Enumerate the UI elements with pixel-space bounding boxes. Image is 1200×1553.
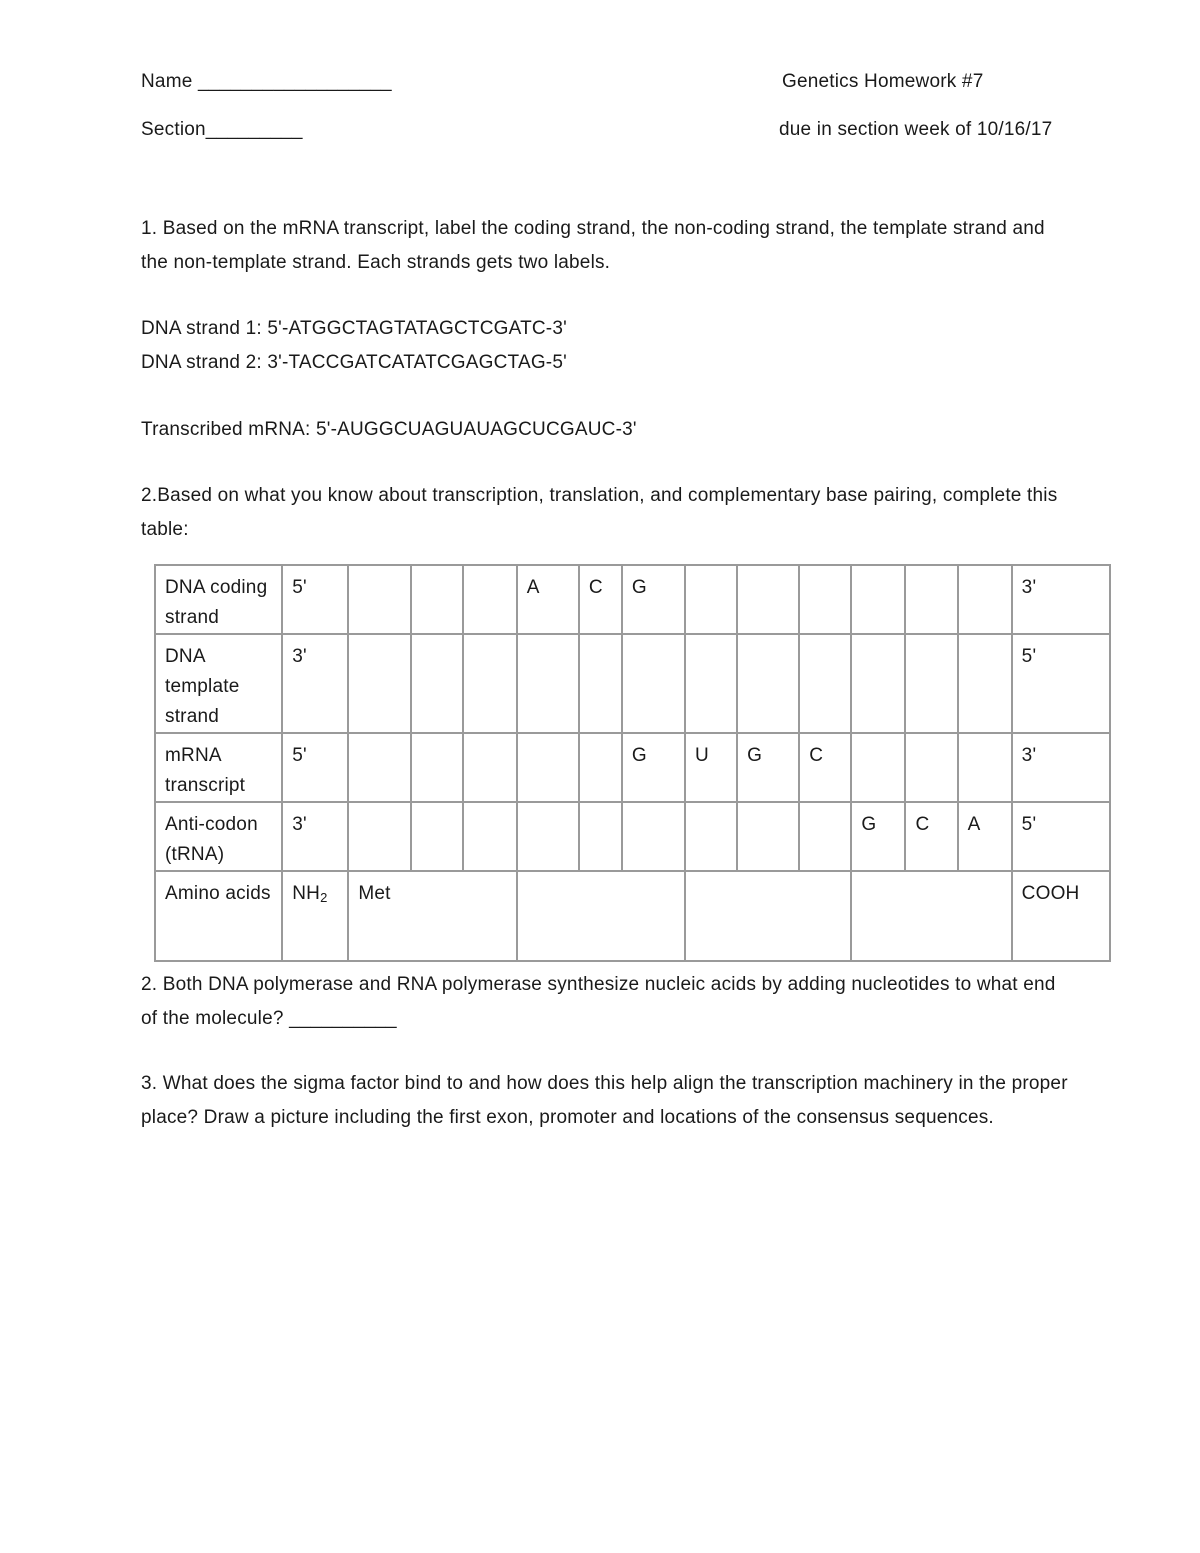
table-cell (737, 565, 799, 634)
table-cell (958, 565, 1012, 634)
table-cell (348, 634, 410, 733)
table-cell (622, 634, 685, 733)
nh2-text: NH (292, 883, 321, 904)
met-cell: Met (348, 871, 516, 961)
table-cell: 3' (282, 802, 348, 871)
table-cell (579, 634, 622, 733)
cooh-cell: COOH (1012, 871, 1110, 961)
table-cell (905, 733, 957, 802)
question-4: 3. What does the sigma factor bind to and how does this help align the transcription machinery in the proper place? Draw a picture including the first exon, promoter and locations of the consensus sequences. (141, 1073, 1068, 1128)
table-cell: G (737, 733, 799, 802)
table-cell (411, 565, 463, 634)
row-dna-template-strand (155, 634, 1110, 733)
table-cell (851, 733, 905, 802)
table-cell: A (517, 565, 579, 634)
table-cell: 3' (1012, 565, 1110, 634)
table-cell: C (905, 802, 957, 871)
table-cell (905, 634, 957, 733)
table-cell (958, 733, 1012, 802)
table-cell (799, 634, 851, 733)
row-label: mRNA transcript (155, 733, 282, 802)
table-cell (685, 802, 737, 871)
homework-title: Genetics Homework #7 (782, 71, 984, 92)
table-cell: 3' (282, 634, 348, 733)
table-cell (463, 733, 517, 802)
table-cell: C (799, 733, 851, 802)
question-3: 2. Both DNA polymerase and RNA polymerase synthesize nucleic acids by adding nucleotides to what end of the molecule? __________ (141, 974, 1056, 1029)
amino-acid-cell (851, 871, 1011, 961)
table-cell: 3' (1012, 733, 1110, 802)
table-cell: C (579, 565, 622, 634)
transcribed-mrna: Transcribed mRNA: 5'-AUGGCUAGUAUAGCUCGAUC-3' (141, 419, 637, 440)
table-cell (685, 565, 737, 634)
table-cell (348, 733, 410, 802)
table-cell: G (622, 565, 685, 634)
table-cell (411, 634, 463, 733)
table-cell (685, 634, 737, 733)
table-cell (348, 802, 410, 871)
table-cell (517, 802, 579, 871)
row-dna-coding-strand (155, 565, 1110, 634)
table-cell (737, 634, 799, 733)
due-date: due in section week of 10/16/17 (779, 119, 1053, 140)
table-cell (905, 565, 957, 634)
amino-acid-cell (517, 871, 685, 961)
dna-strand-2: DNA strand 2: 3'-TACCGATCATATCGAGCTAG-5' (141, 352, 567, 373)
row-label: DNA template strand (155, 634, 282, 733)
row-label: Anti-codon (tRNA) (155, 802, 282, 871)
table-cell: G (851, 802, 905, 871)
table-cell (463, 802, 517, 871)
worksheet-table (154, 564, 1111, 962)
row-anti-codon (155, 802, 1110, 871)
table-cell: U (685, 733, 737, 802)
table-cell (463, 565, 517, 634)
table-cell (411, 802, 463, 871)
table-cell (411, 733, 463, 802)
row-label: DNA coding strand (155, 565, 282, 634)
row-mrna-transcript (155, 733, 1110, 802)
table-cell (799, 802, 851, 871)
table-cell (579, 733, 622, 802)
table-cell: 5' (282, 565, 348, 634)
name-field-label: Name __________________ (141, 71, 392, 92)
dna-strand-1: DNA strand 1: 5'-ATGGCTAGTATAGCTCGATC-3' (141, 318, 567, 339)
table-cell (622, 802, 685, 871)
table-cell: 5' (282, 733, 348, 802)
table-cell: 5' (1012, 802, 1110, 871)
table-cell: 5' (1012, 634, 1110, 733)
table-cell (851, 565, 905, 634)
section-field-label: Section_________ (141, 119, 303, 140)
table-cell (958, 634, 1012, 733)
amino-acid-cell (685, 871, 851, 961)
table-cell (851, 634, 905, 733)
row-label: Amino acids (155, 871, 282, 961)
table-cell: A (958, 802, 1012, 871)
question-1: 1. Based on the mRNA transcript, label the coding strand, the non-coding strand, the template strand and the non-template strand. Each strands gets two labels. (141, 218, 1045, 273)
table-cell (517, 733, 579, 802)
question-2: 2.Based on what you know about transcription, translation, and complementary base pairing, complete this table: (141, 485, 1058, 540)
table-cell (517, 634, 579, 733)
table-cell (799, 565, 851, 634)
table-cell (579, 802, 622, 871)
table-cell: G (622, 733, 685, 802)
row-amino-acids (155, 871, 1110, 961)
nh2-subscript: 2 (320, 890, 328, 905)
table-cell (737, 802, 799, 871)
nh2-cell (282, 871, 348, 961)
table-cell (463, 634, 517, 733)
table-cell (348, 565, 410, 634)
